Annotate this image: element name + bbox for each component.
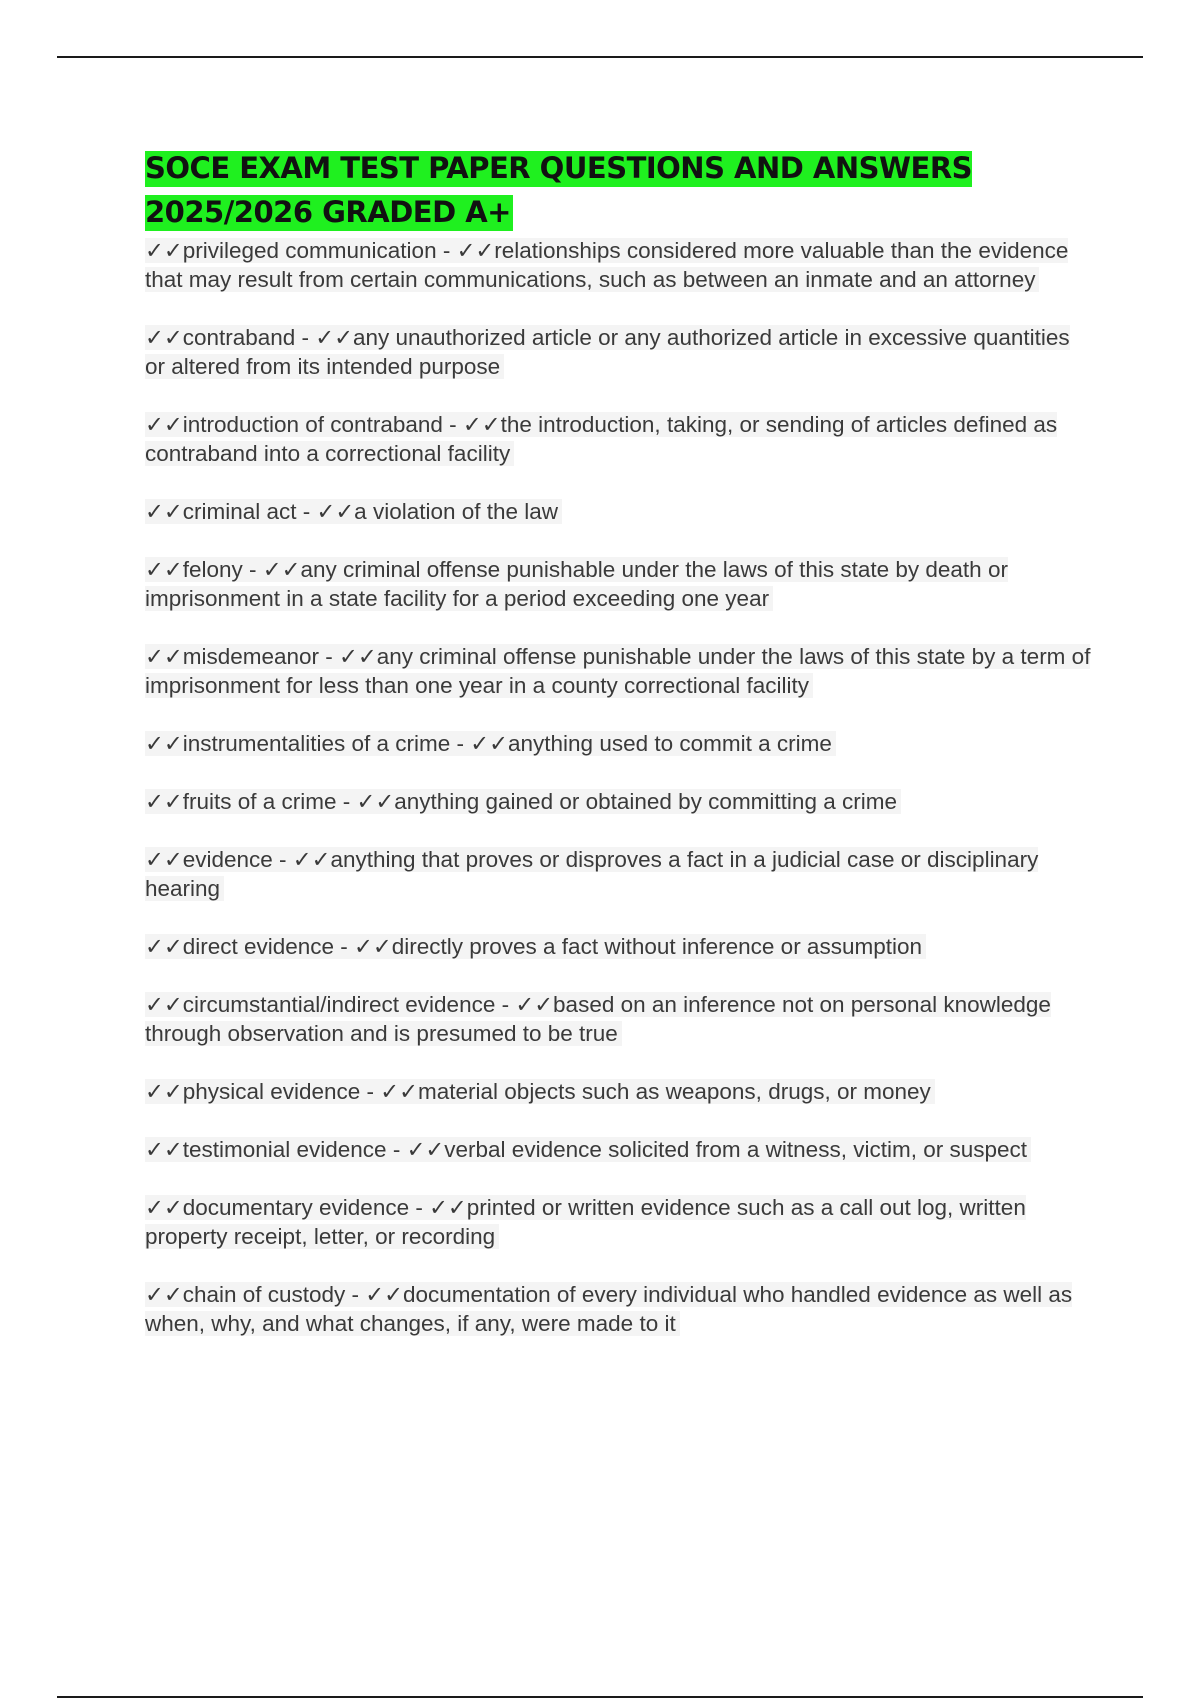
qa-item bbox=[145, 497, 1095, 526]
qa-text: ✓✓misdemeanor - ✓✓any criminal offense punishable under the laws of this state by a term of imprisonment for less than one year in a county correctional facility bbox=[145, 644, 1091, 698]
qa-item bbox=[145, 990, 1095, 1048]
qa-item bbox=[145, 729, 1095, 758]
qa-item bbox=[145, 236, 1095, 294]
qa-item bbox=[145, 932, 1095, 961]
document-title bbox=[145, 146, 1005, 234]
qa-item bbox=[145, 1135, 1095, 1164]
qa-item bbox=[145, 787, 1095, 816]
qa-text: ✓✓documentary evidence - ✓✓printed or written evidence such as a call out log, written property receipt, letter, or recording bbox=[145, 1195, 1026, 1249]
qa-text: ✓✓fruits of a crime - ✓✓anything gained or obtained by committing a crime bbox=[145, 789, 901, 814]
qa-text: ✓✓evidence - ✓✓anything that proves or disproves a fact in a judicial case or disciplinary hearing bbox=[145, 847, 1039, 901]
qa-item bbox=[145, 323, 1095, 381]
qa-item bbox=[145, 642, 1095, 700]
qa-item bbox=[145, 410, 1095, 468]
qa-text: ✓✓physical evidence - ✓✓material objects such as weapons, drugs, or money bbox=[145, 1079, 935, 1104]
qa-text: ✓✓direct evidence - ✓✓directly proves a fact without inference or assumption bbox=[145, 934, 926, 959]
qa-text: ✓✓circumstantial/indirect evidence - ✓✓based on an inference not on personal knowledge through observation and is presumed to be true bbox=[145, 992, 1051, 1046]
qa-item bbox=[145, 1193, 1095, 1251]
qa-text: ✓✓felony - ✓✓any criminal offense punishable under the laws of this state by death or imprisonment in a state facility for a period exceeding one year bbox=[145, 557, 1008, 611]
qa-item bbox=[145, 1077, 1095, 1106]
page-content bbox=[145, 146, 1095, 1367]
qa-item bbox=[145, 555, 1095, 613]
qa-text: ✓✓contraband - ✓✓any unauthorized article or any authorized article in excessive quantities or altered from its intended purpose bbox=[145, 325, 1070, 379]
top-divider bbox=[57, 56, 1143, 58]
qa-text: ✓✓chain of custody - ✓✓documentation of every individual who handled evidence as well as when, why, and what changes, if any, were made to it bbox=[145, 1282, 1073, 1336]
qa-text: ✓✓privileged communication - ✓✓relationships considered more valuable than the evidence that may result from certain communications, such as between an inmate and an attorney bbox=[145, 238, 1069, 292]
qa-text: ✓✓criminal act - ✓✓a violation of the law bbox=[145, 499, 562, 524]
qa-list bbox=[145, 236, 1095, 1338]
document-title-text: SOCE EXAM TEST PAPER QUESTIONS AND ANSWERS 2025/2026 GRADED A+ bbox=[145, 151, 973, 229]
qa-text: ✓✓instrumentalities of a crime - ✓✓anything used to commit a crime bbox=[145, 731, 836, 756]
qa-item bbox=[145, 845, 1095, 903]
bottom-divider bbox=[57, 1696, 1143, 1698]
qa-text: ✓✓testimonial evidence - ✓✓verbal evidence solicited from a witness, victim, or suspect bbox=[145, 1137, 1031, 1162]
qa-text: ✓✓introduction of contraband - ✓✓the introduction, taking, or sending of articles defined as contraband into a correctional facility bbox=[145, 412, 1058, 466]
qa-item bbox=[145, 1280, 1095, 1338]
